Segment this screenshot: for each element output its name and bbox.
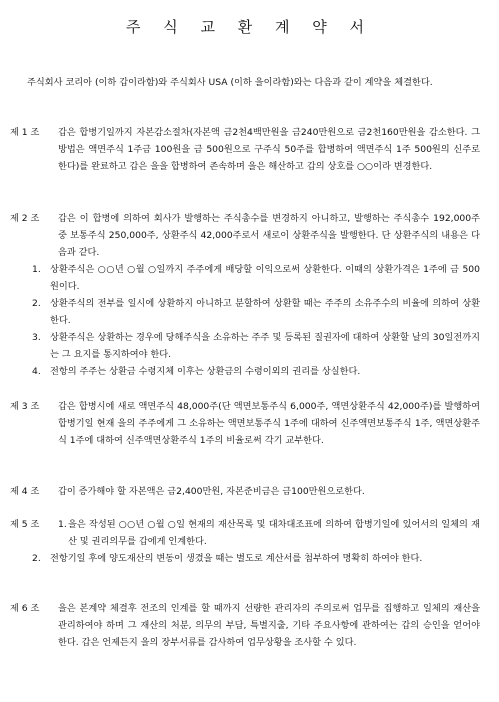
- intro-paragraph: 주식회사 코리아 (이하 갑이라함)와 주식회사 USA (이하 을이라함)와는 다음과 같이 계약을 체결한다.: [27, 77, 433, 88]
- item-text: 을은 작성된 ○○년 ○월 ○일 현재의 재산목록 및 대차대조표에 의하여 합병기일에 있어서의 일체의 재산 및 권리의무를 갑에게 인계한다.: [68, 519, 480, 547]
- item-text: 상환주식은 ○○년 ○월 ○일까지 주주에게 배당할 이익으로써 상환한다. 이때의 상환가격은 1주에 금 500원이다.: [50, 264, 480, 292]
- article-3: [10, 398, 480, 449]
- article-2: [10, 210, 480, 380]
- article-4: [10, 483, 480, 500]
- article-6: [10, 600, 480, 651]
- document-title: 주 식 교 환 계 약 서: [125, 18, 374, 36]
- list-item: [10, 550, 480, 567]
- article-body: 을은 본계약 체결후 전조의 인계를 할 때까지 선량한 관리자의 주의로써 업무를 집행하고 일체의 재산을 관리하여야 하며 그 재산의 처분, 의무의 부담, 특별지출, 기타 주요사항에 관하여는 갑의 승인을 얻어야 한다. 갑은 언제든지 을의 장부서류를 감사하여 업무상황을 조사할 수 있다.: [58, 603, 480, 648]
- article-body: 갑은 합병기일까지 자본감소절차(자본액 금2천4백만원을 금240만원으로 금2천160만원을 감소한다. 그 방법은 액면주식 1주금 100원을 금 500원으로 구주식 50주를 합병하여 액면주식 1주 500원의 신주로 한다)를 완료하고 갑은 을을 합병하여 존속하며 을은 해산하고 갑의 상호를 ○○이라 변경한다.: [58, 127, 480, 172]
- article-body: 갑이 증가해야 할 자본액은 금2,400만원, 자본준비금은 금100만원으로한다.: [58, 486, 365, 497]
- list-item: [10, 261, 480, 295]
- article-body: 갑은 합병시에 새로 액면주식 48,000주(단 액면보통주식 6,000주, 액면상환주식 42,000주)를 발행하여 합병기일 현재 을의 주주에게 그 소유하는 액면보통주식 1주에 대하여 신주액면보통주식 1주, 액면상환주식 1주에 대하여 신주액면상환주식 1주의 비율로써 각기 교부한다.: [58, 401, 480, 446]
- article-label: 제 6 조: [10, 603, 40, 614]
- item-text: 전항의 주주는 상환금 수령지체 이후는 상환금의 수령이외의 권리를 상실한다.: [50, 366, 361, 377]
- item-text: 상환주식은 상환하는 경우에 당해주식을 소유하는 주주 및 등록된 질권자에 대하여 상환할 날의 30일전까지는 그 요지를 통지하여야 한다.: [50, 332, 480, 360]
- article-label: 제 4 조: [10, 486, 40, 497]
- item-number: 1.: [58, 519, 67, 530]
- list-item: [10, 516, 480, 550]
- item-number: 2.: [32, 553, 41, 564]
- list-item: [10, 329, 480, 363]
- article-label: 제 3 조: [10, 401, 40, 412]
- article-label: 제 1 조: [10, 127, 40, 138]
- item-number: 3.: [32, 332, 41, 343]
- item-number: 1.: [32, 264, 41, 275]
- list-item: [10, 295, 480, 329]
- item-number: 4.: [32, 366, 41, 377]
- article-body: 갑은 이 합병에 의하여 회사가 발행하는 주식총수를 변경하지 아니하고, 발행하는 주식총수 192,000주 중 보통주식 250,000주, 상환주식 42,000주로서 새로이 상환주식을 발행한다. 단 상환주식의 내용은 다음과 같다.: [58, 213, 480, 258]
- article-label: 제 2 조: [10, 213, 40, 224]
- article-1: [10, 124, 480, 175]
- item-text: 상환주식의 전부를 일시에 상환하지 아니하고 분할하여 상환할 때는 주주의 소유주수의 비율에 의하여 상환한다.: [50, 298, 480, 326]
- list-item: [10, 363, 480, 380]
- item-text: 전항기일 후에 양도재산의 변동이 생겼을 때는 별도로 계산서를 첨부하여 명확히 하여야 한다.: [50, 553, 423, 564]
- item-number: 2.: [32, 298, 41, 309]
- article-5: [10, 516, 480, 567]
- article-label: 제 5 조: [10, 519, 40, 530]
